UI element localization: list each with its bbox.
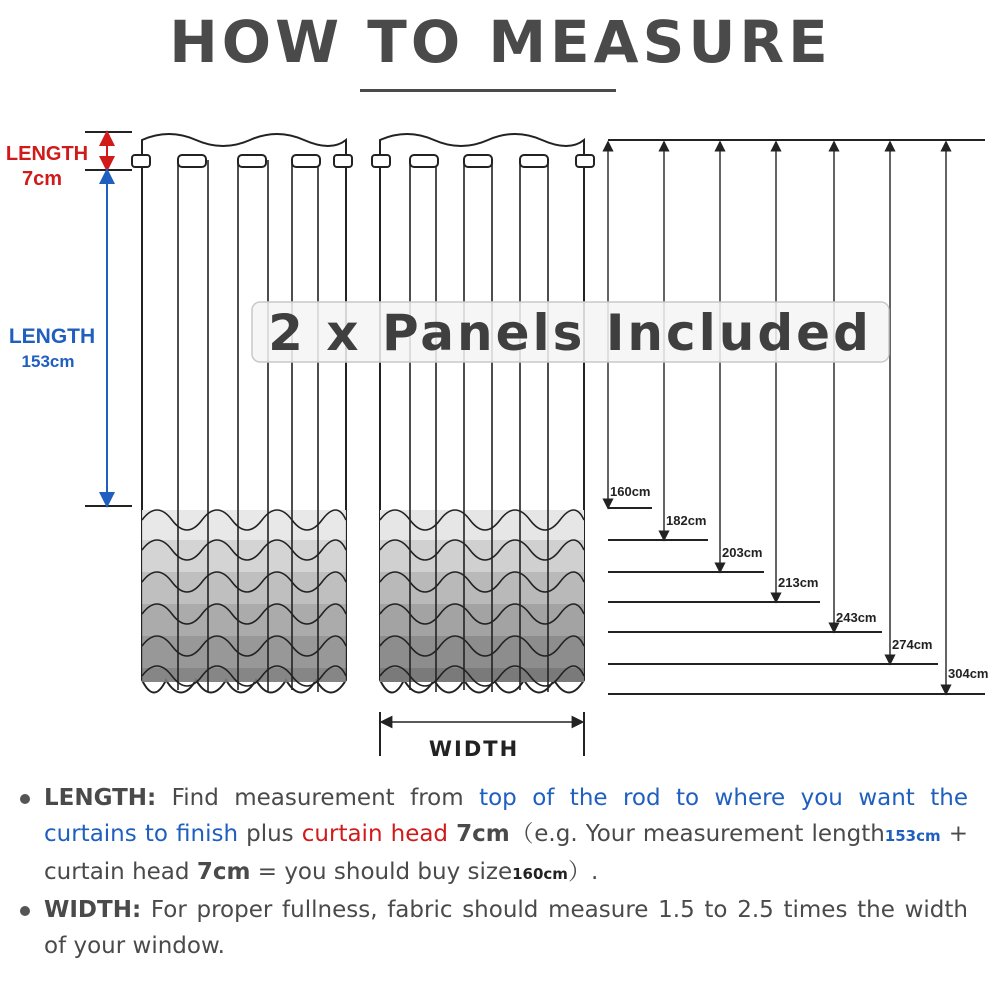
length-note-text-1: Find measurement from: [156, 785, 480, 811]
length-note-head-value-2: 7cm: [196, 859, 251, 885]
head-length-value: 7cm: [21, 168, 63, 190]
panels-banner-text: 2 x Panels Included: [268, 304, 872, 362]
width-note-text: For proper fullness, fabric should measure 1.5 to 2.5 times the width of your window.: [44, 897, 968, 959]
bullet-icon: [20, 906, 30, 916]
length-note-highlight: top of the rod to where you want the curtains to finish: [44, 785, 968, 847]
width-note-label: WIDTH:: [44, 897, 142, 923]
panels-banner: [252, 302, 889, 362]
instructions: [18, 780, 968, 964]
size-label-304: 304cm: [948, 666, 989, 681]
head-length-word: LENGTH: [5, 143, 89, 165]
size-label-274: 274cm: [892, 637, 933, 652]
body-length-dimension: [9, 176, 132, 506]
length-note-text-10: = you should buy size: [250, 859, 513, 885]
curtain-panel-right: [372, 134, 594, 693]
size-label-203: 203cm: [722, 545, 763, 560]
length-note-head-value: 7cm: [456, 821, 510, 847]
curtain-panel-left: [132, 134, 352, 693]
size-label-182: 182cm: [666, 513, 707, 528]
size-label-213: 213cm: [778, 575, 819, 590]
head-length-dimension: [6, 132, 132, 190]
body-length-value: 153cm: [21, 352, 75, 371]
length-note-example: （e.g. Your measurement length: [509, 821, 885, 847]
page-title: HOW TO MEASURE: [169, 8, 832, 76]
bullet-icon: [20, 794, 30, 804]
length-note-text-8: + curtain head: [44, 821, 968, 885]
width-label: WIDTH: [428, 737, 520, 761]
length-note-buy-size: 160cm: [512, 865, 568, 883]
length-note-curtain-head: curtain head: [301, 821, 457, 847]
length-note-text-3: plus: [238, 821, 302, 847]
length-note: [18, 780, 968, 892]
body-length-word: LENGTH: [8, 325, 96, 348]
length-note-end: ）.: [567, 859, 599, 885]
size-options-ladder: [608, 140, 988, 694]
length-note-label: LENGTH:: [44, 785, 157, 811]
length-note-measure-value: 153cm: [884, 827, 941, 845]
width-dimension: [380, 712, 584, 761]
size-label-243: 243cm: [836, 610, 877, 625]
width-note: [18, 892, 968, 964]
size-label-160: 160cm: [610, 484, 651, 499]
